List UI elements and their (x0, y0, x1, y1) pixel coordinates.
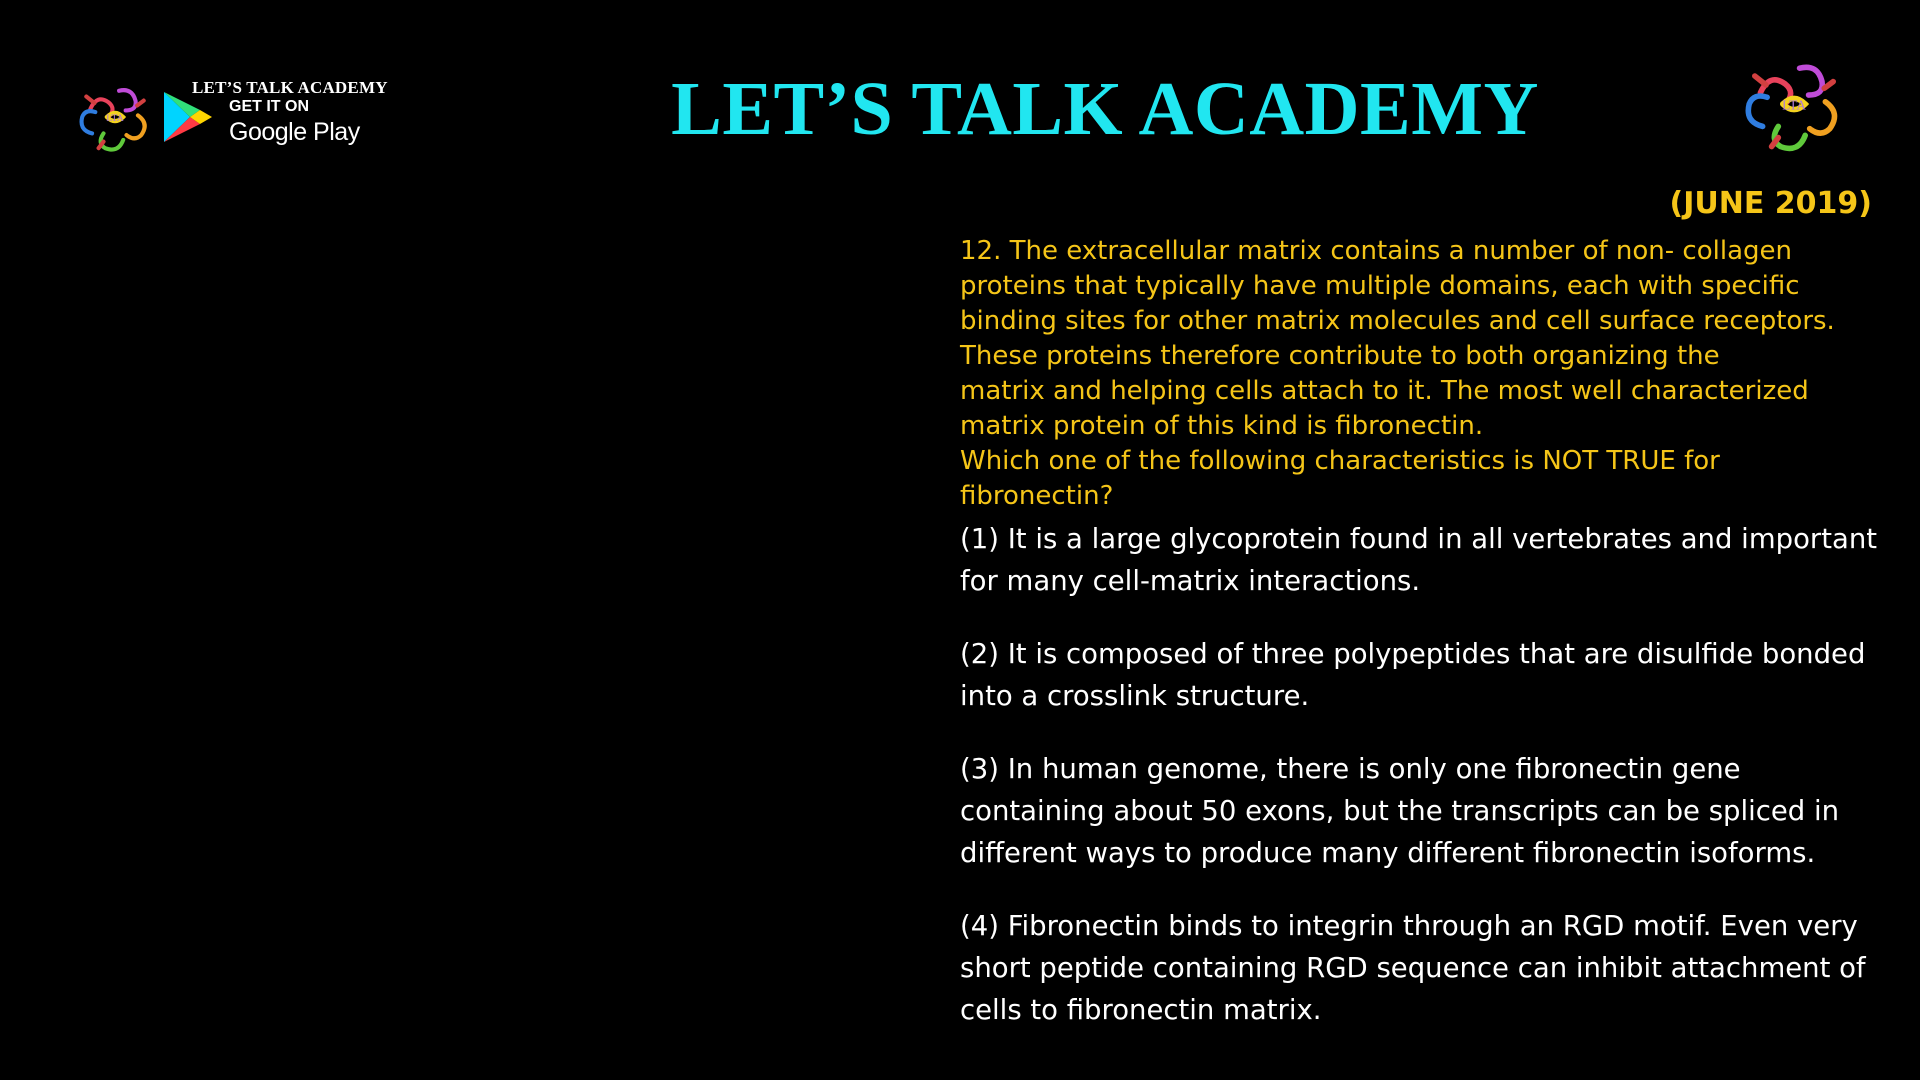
option-2: (2) It is composed of three polypeptides that are disulfide bonded into a crosslink structure. (960, 638, 1866, 712)
badge-academy-name: LET’S TALK ACADEMY (192, 78, 388, 97)
badge-store-name: Google Play (229, 118, 360, 146)
question-text (960, 234, 1860, 514)
svg-text:LTA: LTA (1782, 97, 1806, 113)
badge-get-it-on: GET IT ON (229, 98, 309, 115)
question-line: fibronectin? (960, 481, 1114, 511)
question-line: 12. The extracellular matrix contains a number of non- collagen (960, 236, 1792, 266)
option-1: (1) It is a large glycoprotein found in all vertebrates and important for many cell-matrix interactions. (960, 523, 1878, 597)
page-title: LET’S TALK ACADEMY (671, 67, 1539, 151)
exam-date: (JUNE 2019) (1669, 186, 1872, 221)
question-line: proteins that typically have multiple domains, each with specific (960, 271, 1800, 301)
svg-text:LTA: LTA (106, 113, 124, 125)
question-line: matrix protein of this kind is fibronectin. (960, 411, 1484, 441)
answer-options (960, 518, 1880, 1062)
option-4: (4) Fibronectin binds to integrin through an RGD motif. Even very short peptide containing RGD sequence can inhibit attachment of cells to fibronectin matrix. (960, 910, 1866, 1026)
question-line: matrix and helping cells attach to it. The most well characterized (960, 376, 1809, 406)
question-line: Which one of the following characteristics is NOT TRUE for (960, 446, 1720, 476)
molecule-logo-icon (1738, 48, 1850, 160)
question-line: binding sites for other matrix molecules and cell surface receptors. (960, 306, 1835, 336)
question-line: These proteins therefore contribute to both organizing the (960, 341, 1720, 371)
option-3: (3) In human genome, there is only one fibronectin gene containing about 50 exons, but the transcripts can be spliced in different ways to produce many different fibronectin isoforms. (960, 753, 1840, 869)
